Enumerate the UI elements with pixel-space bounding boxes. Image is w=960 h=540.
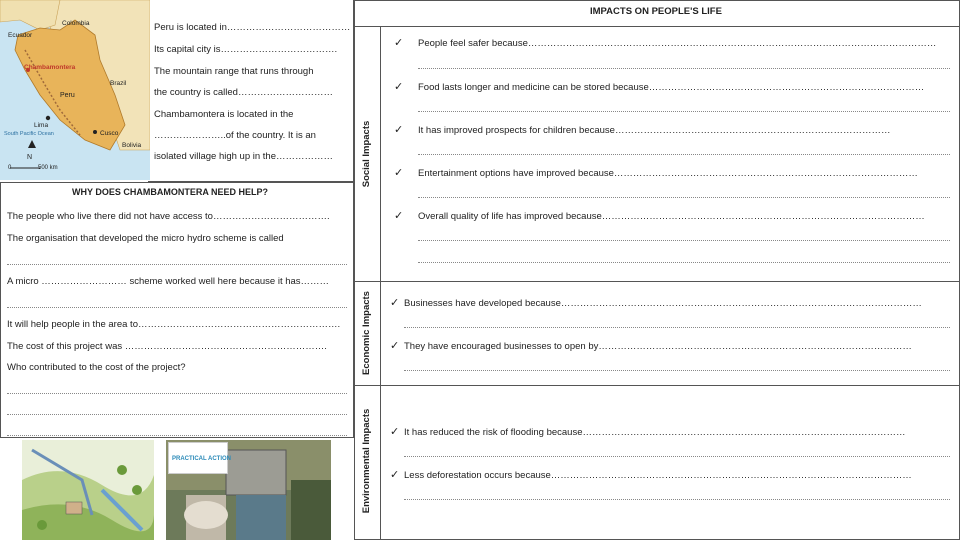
impacts-label-column-divider	[380, 26, 381, 540]
social-tick-2: ✓	[394, 81, 404, 93]
social-tick-5: ✓	[394, 210, 404, 222]
practical-action-logo-text: PRACTICAL ACTION	[172, 456, 231, 462]
map-label-bolivia: Bolivia	[122, 142, 142, 149]
social-answer-3	[418, 154, 950, 155]
why-line-2: The organisation that developed the micro hydro scheme is called	[7, 233, 284, 244]
social-tick-3: ✓	[394, 124, 404, 136]
why-answer-line-2	[7, 264, 347, 265]
economic-answer-1	[404, 327, 950, 328]
map-label-ocean: South Pacific Ocean	[4, 131, 54, 137]
economic-item-1: Businesses have developed because……………………………………………………………………………………………………	[404, 298, 922, 309]
why-answer-line-6a	[7, 393, 347, 394]
environmental-item-2: Less deforestation occurs because……………………………………………………………………………………………………	[404, 470, 912, 481]
why-line-3: A micro ……………………… scheme worked well here because it has………	[7, 276, 330, 287]
social-answer-1	[418, 68, 950, 69]
peru-line-5: Chambamontera is located in the	[154, 109, 294, 120]
peru-line-3: The mountain range that runs through	[154, 66, 314, 77]
why-answer-line-6b	[7, 414, 347, 415]
hydro-diagram-image	[22, 440, 154, 540]
social-impacts-label: Social Impacts	[361, 120, 372, 188]
peru-line-2: Its capital city is……………………………….	[154, 44, 338, 55]
peru-line-7: isolated village high up in the………………	[154, 151, 334, 162]
why-line-5: The cost of this project was ……………………………………………………….	[7, 341, 327, 352]
social-item-5: Overall quality of life has improved because…………………………………………………………………………………………	[418, 211, 925, 222]
map-label-brazil: Brazil	[110, 80, 127, 87]
impacts-title: IMPACTS ON PEOPLE'S LIFE	[590, 6, 722, 17]
practical-action-logo	[168, 442, 231, 474]
environmental-answer-2	[404, 499, 950, 500]
hydro-photo-image	[166, 440, 331, 540]
peru-line-4: the country is called…………………………	[154, 87, 333, 98]
why-title: WHY DOES CHAMBAMONTERA NEED HELP?	[72, 187, 269, 197]
map-label-north: N	[27, 154, 33, 161]
environmental-answer-1	[404, 456, 950, 457]
economic-tick-1: ✓	[390, 297, 400, 309]
why-answer-line-3	[7, 307, 347, 308]
map-scale-end: 500 km	[38, 165, 58, 171]
map-label-colombia: Colombia	[62, 20, 90, 27]
environmental-tick-2: ✓	[390, 469, 400, 481]
map-label-lima: Lima	[34, 122, 49, 129]
social-item-3: It has improved prospects for children because……………………………………………………………………………	[418, 125, 891, 136]
social-item-1: People feel safer because…………………………………………………………………………………………………………………	[418, 38, 937, 49]
social-answer-5b	[418, 262, 950, 263]
social-answer-2	[418, 111, 950, 112]
map-scale-start: 0	[8, 165, 12, 171]
social-answer-4	[418, 197, 950, 198]
social-item-2: Food lasts longer and medicine can be stored because……………………………………………………………………………	[418, 82, 925, 93]
economic-impacts-label: Economic Impacts	[361, 291, 372, 375]
environmental-impacts-section	[354, 385, 960, 540]
social-tick-1: ✓	[394, 37, 404, 49]
social-tick-4: ✓	[394, 167, 404, 179]
peru-map	[0, 0, 150, 180]
environmental-tick-1: ✓	[390, 426, 400, 438]
economic-answer-2	[404, 370, 950, 371]
economic-item-2: They have encouraged businesses to open by………………………………………………………………………………………	[404, 341, 912, 352]
environmental-item-1: It has reduced the risk of flooding because…………………………………………………………………………………………	[404, 427, 906, 438]
environmental-impacts-label: Environmental Impacts	[361, 408, 372, 514]
social-item-4: Entertainment options have improved because……………………………………………………………………………………	[418, 168, 918, 179]
why-line-4: It will help people in the area to……………………………………………………….	[7, 319, 341, 330]
peru-line-1: Peru is located in…………………………………	[154, 22, 351, 33]
peru-line-6: …………………..of the country. It is an	[154, 130, 316, 141]
economic-tick-2: ✓	[390, 340, 400, 352]
social-answer-5a	[418, 240, 950, 241]
map-label-ecuador: Ecuador	[8, 32, 33, 39]
map-label-cusco: Cusco	[100, 130, 119, 137]
why-answer-line-6c	[7, 435, 347, 436]
map-label-peru: Peru	[60, 92, 75, 99]
why-line-1: The people who live there did not have access to……………………………….	[7, 211, 330, 222]
map-label-chambamontera: Chambamontera	[24, 64, 76, 71]
why-line-6: Who contributed to the cost of the project?	[7, 362, 186, 373]
